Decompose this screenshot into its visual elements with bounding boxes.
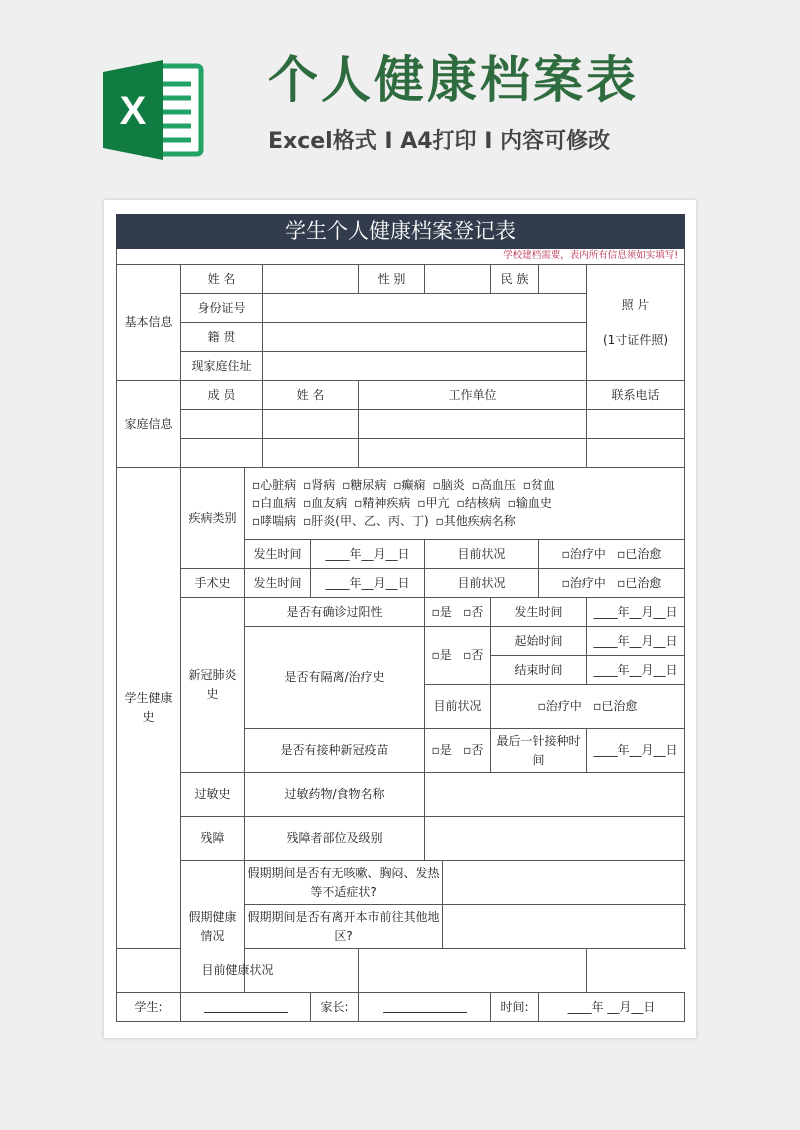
family-work-cell[interactable] bbox=[359, 439, 587, 468]
covid-status-label: 目前状况 bbox=[425, 685, 491, 729]
allergy-item-label: 过敏药物/食物名称 bbox=[245, 773, 425, 817]
id-field[interactable] bbox=[263, 294, 587, 323]
holiday-health-label: 假期健康情况 bbox=[181, 861, 245, 993]
disease-option[interactable]: ▫血友病 bbox=[303, 496, 348, 511]
option-cured[interactable]: ▫已治愈 bbox=[593, 699, 638, 714]
disease-option[interactable]: ▫糖尿病 bbox=[342, 478, 387, 493]
covid-quarantine-options[interactable] bbox=[425, 627, 491, 685]
family-phone-cell[interactable] bbox=[587, 439, 685, 468]
banner-title: 个人健康档案表 bbox=[268, 51, 639, 109]
option-treating[interactable]: ▫治疗中 bbox=[561, 546, 606, 561]
surgery-onset-label: 发生时间 bbox=[245, 569, 311, 598]
disease-option[interactable]: ▫高血压 bbox=[471, 478, 516, 493]
covid-end-label: 结束时间 bbox=[491, 656, 587, 685]
disease-status-label: 目前状况 bbox=[425, 540, 539, 569]
covid-start-date[interactable]: ____年__月__日 bbox=[587, 627, 685, 656]
family-name-header: 姓 名 bbox=[263, 381, 359, 410]
parent-sign-label: 家长: bbox=[311, 993, 359, 1022]
work-header: 工作单位 bbox=[359, 381, 587, 410]
holiday-q1: 假期期间是否有无咳嗽、胸闷、发热等不适症状? bbox=[245, 861, 443, 905]
surgery-label: 手术史 bbox=[181, 569, 245, 598]
covid-vaccine-question: 是否有接种新冠疫苗 bbox=[245, 729, 425, 773]
id-label: 身份证号 bbox=[181, 294, 263, 323]
health-history-label: 学生健康史 bbox=[117, 468, 181, 949]
family-work-cell[interactable] bbox=[359, 410, 587, 439]
family-name-cell[interactable] bbox=[263, 410, 359, 439]
disease-option[interactable]: ▫癫痫 bbox=[393, 478, 426, 493]
surgery-onset-date[interactable]: ____年__月__日 bbox=[311, 569, 425, 598]
family-member-cell[interactable] bbox=[181, 410, 263, 439]
disease-onset-label: 发生时间 bbox=[245, 540, 311, 569]
photo-note: (1寸证件照) bbox=[603, 332, 668, 347]
ethnicity-field[interactable] bbox=[539, 265, 587, 294]
option-no[interactable]: ▫否 bbox=[463, 743, 484, 758]
family-phone-cell[interactable] bbox=[587, 410, 685, 439]
disability-item-label: 残障者部位及级别 bbox=[245, 817, 425, 861]
disease-options[interactable] bbox=[245, 468, 685, 540]
disease-status-options[interactable] bbox=[539, 540, 685, 569]
disease-option[interactable]: ▫肾病 bbox=[303, 478, 336, 493]
option-no[interactable]: ▫否 bbox=[463, 648, 484, 663]
disease-option[interactable]: ▫脑炎 bbox=[432, 478, 465, 493]
address-field[interactable] bbox=[263, 352, 587, 381]
option-cured[interactable]: ▫已治愈 bbox=[617, 546, 662, 561]
student-sign-field[interactable] bbox=[181, 993, 311, 1022]
disease-option[interactable]: ▫精神疾病 bbox=[354, 496, 411, 511]
name-label: 姓 名 bbox=[181, 265, 263, 294]
option-treating[interactable]: ▫治疗中 bbox=[537, 699, 582, 714]
holiday-q1-answer[interactable] bbox=[443, 861, 685, 905]
parent-sign-field[interactable] bbox=[359, 993, 491, 1022]
surgery-status-label: 目前状况 bbox=[425, 569, 539, 598]
covid-diag-options[interactable] bbox=[425, 598, 491, 627]
covid-last-dose-label: 最后一针接种时间 bbox=[491, 729, 587, 773]
phone-header: 联系电话 bbox=[587, 381, 685, 410]
disability-label: 残障 bbox=[181, 817, 245, 861]
photo-box[interactable] bbox=[587, 265, 685, 381]
template-paper bbox=[104, 200, 696, 1038]
family-member-cell[interactable] bbox=[181, 439, 263, 468]
disability-field[interactable] bbox=[425, 817, 685, 861]
allergy-field[interactable] bbox=[425, 773, 685, 817]
covid-last-dose-date[interactable]: ____年__月__日 bbox=[587, 729, 685, 773]
disease-option[interactable]: ▫心脏病 bbox=[252, 478, 297, 493]
gender-label: 性 别 bbox=[359, 265, 425, 294]
member-header: 成 员 bbox=[181, 381, 263, 410]
ethnicity-label: 民 族 bbox=[491, 265, 539, 294]
disease-option[interactable]: ▫肝炎(甲、乙、丙、丁) bbox=[303, 514, 429, 529]
option-yes[interactable]: ▫是 bbox=[431, 743, 452, 758]
logo-letter: X bbox=[119, 89, 147, 133]
covid-onset-date[interactable]: ____年__月__日 bbox=[587, 598, 685, 627]
allergy-label: 过敏史 bbox=[181, 773, 245, 817]
disease-option[interactable]: ▫哮喘病 bbox=[252, 514, 297, 529]
covid-status-options[interactable] bbox=[491, 685, 685, 729]
disease-label: 疾病类别 bbox=[181, 468, 245, 569]
family-info-label: 家庭信息 bbox=[117, 381, 181, 468]
gender-field[interactable] bbox=[425, 265, 491, 294]
holiday-q2: 假期期间是否有离开本市前往其他地区? bbox=[245, 905, 443, 949]
option-cured[interactable]: ▫已治愈 bbox=[617, 575, 662, 590]
disease-option[interactable]: ▫贫血 bbox=[522, 478, 555, 493]
name-field[interactable] bbox=[263, 265, 359, 294]
form-title: 学生个人健康档案登记表 bbox=[117, 215, 685, 249]
excel-logo-icon bbox=[103, 58, 205, 162]
holiday-q2-answer[interactable] bbox=[443, 905, 685, 949]
holiday-q3: 目前健康状况 bbox=[117, 949, 359, 993]
disease-option[interactable]: ▫其他疾病名称 bbox=[435, 514, 516, 529]
disease-option[interactable]: ▫甲亢 bbox=[417, 496, 450, 511]
covid-quarantine-question: 是否有隔离/治疗史 bbox=[245, 627, 425, 729]
form-notice: 学校建档需要，表内所有信息须如实填写! bbox=[117, 249, 685, 265]
photo-label: 照 片 bbox=[621, 297, 650, 312]
option-treating[interactable]: ▫治疗中 bbox=[561, 575, 606, 590]
address-label: 现家庭住址 bbox=[181, 352, 263, 381]
covid-end-date[interactable]: ____年__月__日 bbox=[587, 656, 685, 685]
time-sign-label: 时间: bbox=[491, 993, 539, 1022]
origin-field[interactable] bbox=[263, 323, 587, 352]
family-name-cell[interactable] bbox=[263, 439, 359, 468]
option-no[interactable]: ▫否 bbox=[463, 604, 484, 619]
basic-info-label: 基本信息 bbox=[117, 265, 181, 381]
option-yes[interactable]: ▫是 bbox=[431, 604, 452, 619]
disease-onset-date[interactable]: ____年__月__日 bbox=[311, 540, 425, 569]
covid-vaccine-options[interactable] bbox=[425, 729, 491, 773]
disease-option[interactable]: ▫白血病 bbox=[252, 496, 297, 511]
origin-label: 籍 贯 bbox=[181, 323, 263, 352]
covid-onset-label: 发生时间 bbox=[491, 598, 587, 627]
surgery-status-options[interactable] bbox=[539, 569, 685, 598]
student-sign-label: 学生: bbox=[117, 993, 181, 1022]
health-record-form bbox=[116, 214, 685, 1022]
banner-subtitle: Excel格式 I A4打印 I 内容可修改 bbox=[268, 129, 611, 154]
option-yes[interactable]: ▫是 bbox=[431, 648, 452, 663]
covid-diag-question: 是否有确诊过阳性 bbox=[245, 598, 425, 627]
disease-option[interactable]: ▫结核病 bbox=[456, 496, 501, 511]
time-sign-field[interactable]: ____年 __月__日 bbox=[539, 993, 685, 1022]
covid-start-label: 起始时间 bbox=[491, 627, 587, 656]
holiday-q3-answer[interactable] bbox=[359, 949, 587, 993]
covid-label: 新冠肺炎史 bbox=[181, 598, 245, 773]
disease-option[interactable]: ▫输血史 bbox=[507, 496, 552, 511]
